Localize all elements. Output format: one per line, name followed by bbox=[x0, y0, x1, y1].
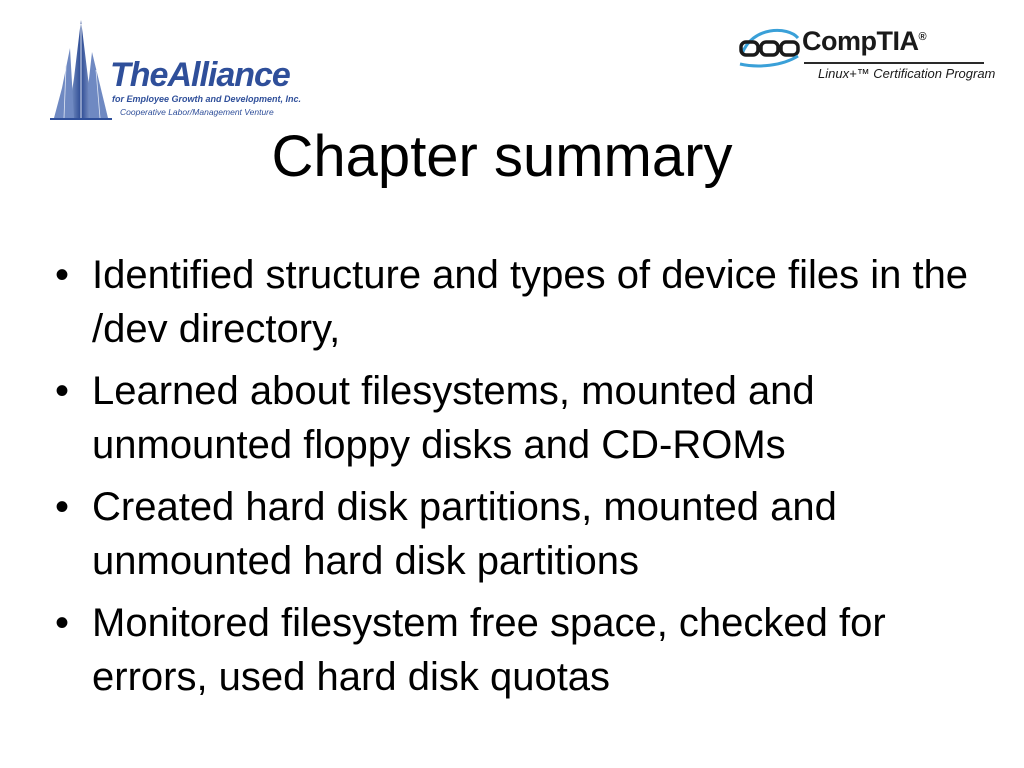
alliance-wordmark-text: TheAlliance bbox=[110, 56, 290, 94]
bullet-item bbox=[55, 480, 975, 588]
bullet-glyph: • bbox=[55, 253, 70, 297]
bullet-text: Learned about filesystems, mounted and unmounted floppy disks and CD-ROMs bbox=[92, 369, 815, 467]
alliance-tower-icon bbox=[50, 18, 112, 122]
bullet-glyph: • bbox=[55, 369, 70, 413]
alliance-wordmark bbox=[110, 58, 290, 92]
alliance-logo bbox=[50, 18, 310, 128]
comptia-divider bbox=[804, 62, 984, 64]
bullet-item bbox=[55, 596, 975, 704]
comptia-program: Linux+™ Certification Program bbox=[818, 66, 996, 81]
bullet-glyph: • bbox=[55, 485, 70, 529]
bullet-text: Monitored filesystem free space, checked for errors, used hard disk quotas bbox=[92, 601, 886, 699]
alliance-tagline: for Employee Growth and Development, Inc. bbox=[112, 94, 302, 104]
slide-title: Chapter summary bbox=[271, 124, 733, 189]
registered-mark-icon: ® bbox=[918, 31, 927, 43]
bullet-text: Created hard disk partitions, mounted and unmounted hard disk partitions bbox=[92, 485, 837, 583]
bullet-item bbox=[55, 248, 975, 356]
bullet-text: Identified structure and types of device files in the /dev directory, bbox=[92, 253, 969, 351]
bullet-list bbox=[55, 248, 975, 712]
alliance-subtagline: Cooperative Labor/Management Venture bbox=[120, 107, 274, 117]
comptia-name-text: CompTIA bbox=[802, 26, 919, 56]
comptia-name bbox=[802, 26, 926, 57]
comptia-rings-icon bbox=[738, 24, 802, 68]
bullet-item bbox=[55, 364, 975, 472]
comptia-logo bbox=[738, 18, 996, 98]
bullet-glyph: • bbox=[55, 601, 70, 645]
